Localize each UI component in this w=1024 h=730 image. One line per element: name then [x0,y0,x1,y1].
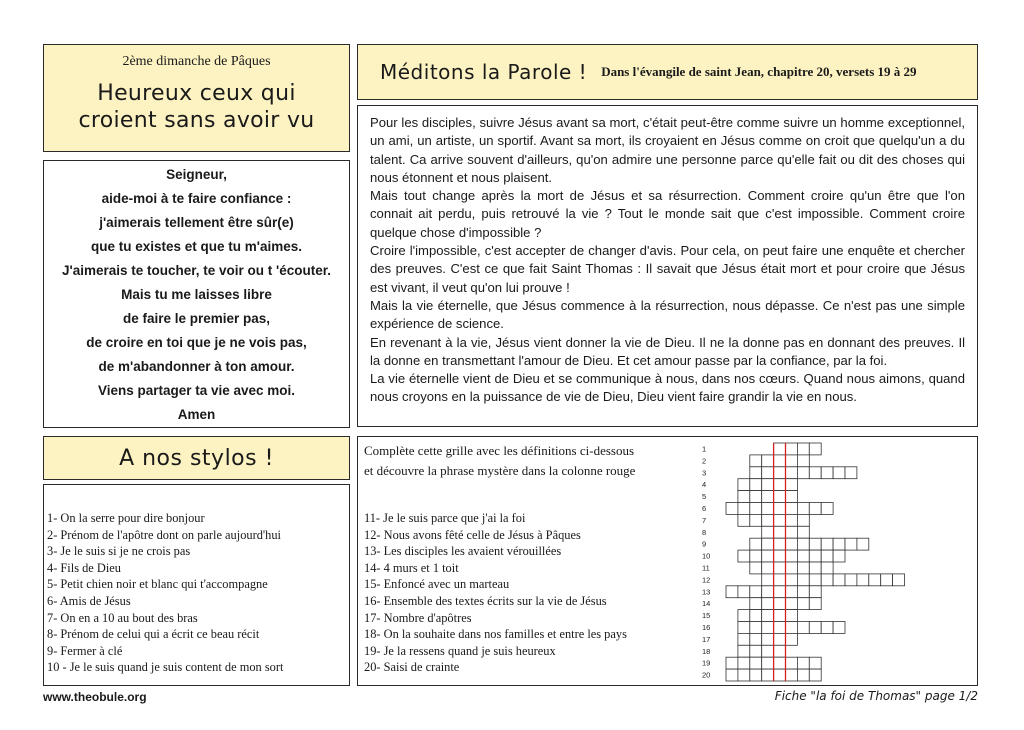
grid-cell[interactable] [797,467,809,479]
grid-cell[interactable] [786,491,798,503]
grid-cell[interactable] [738,633,750,645]
grid-cell[interactable] [738,491,750,503]
grid-cell[interactable] [809,538,821,550]
grid-cell[interactable] [845,467,857,479]
grid-cell[interactable] [738,479,750,491]
meditation-paragraph: Mais la vie éternelle, que Jésus commence à la résurrection, nous dépasse. Ce n'est pas une simple expérience de science. [370,297,965,332]
clue-item: 11- Je le suis parce que j'ai la foi [364,511,526,525]
grid-row-number: 2 [702,456,707,466]
grid-cell[interactable] [762,586,774,598]
grid-cell[interactable] [809,443,821,455]
grid-cell[interactable] [809,598,821,610]
grid-cell[interactable] [738,503,750,515]
grid-cell[interactable] [750,467,762,479]
prayer-line: Seigneur, [166,167,227,182]
grid-cell[interactable] [786,443,798,455]
meditation-header [357,44,978,100]
prayer-line: j'aimerais tellement être sûr(e) [99,215,294,230]
grid-cell-mystery[interactable] [774,455,786,467]
grid-cell[interactable] [726,503,738,515]
grid-cell[interactable] [797,586,809,598]
prayer-line: Mais tu me laisses libre [121,287,272,302]
grid-cell[interactable] [750,550,762,562]
grid-row-number: 6 [702,504,707,513]
grid-cell[interactable] [762,622,774,634]
grid-row-number: 7 [702,515,707,525]
grid-cell-mystery[interactable] [774,574,786,586]
clue-item: 8- Prénom de celui qui a écrit ce beau récit [47,627,260,642]
grid-cell[interactable] [797,598,809,610]
grid-cell[interactable] [797,562,809,574]
prayer-line: aide-moi à te faire confiance : [101,191,292,206]
grid-cell[interactable] [809,657,821,669]
prayer-line: J'aimerais te toucher, te voir ou t 'écouter. [61,263,331,278]
grid-cell[interactable] [786,503,798,515]
clue-item: 20- Saisi de crainte [364,660,460,675]
grid-cell-mystery[interactable] [774,443,786,455]
grid-cell[interactable] [857,538,869,550]
grid-row-number: 18 [702,646,711,656]
prayer-line: de croire en toi que je ne vois pas, [86,335,307,350]
grid-cell-mystery[interactable] [774,526,786,538]
grid-row-number: 4 [702,480,707,490]
grid-cell[interactable] [738,622,750,634]
grid-cell[interactable] [797,550,809,562]
grid-cell[interactable] [797,443,809,455]
grid-row-number: 19 [702,658,711,668]
grid-cell[interactable] [750,562,762,574]
page-subtitle: 2ème dimanche de Pâques [122,54,271,69]
grid-cell-mystery[interactable] [774,610,786,622]
clue-item: 5- Petit chien noir et blanc qui t'accompagne [47,577,268,592]
grid-cell[interactable] [797,526,809,538]
grid-cell[interactable] [762,479,774,491]
grid-cell[interactable] [833,550,845,562]
grid-row-number: 20 [702,670,711,680]
grid-row-number: 1 [702,444,707,454]
grid-cell[interactable] [762,538,774,550]
grid-cell[interactable] [786,622,798,634]
grid-cell[interactable] [797,574,809,586]
meditation-paragraph: Pour les disciples, suivre Jésus avant sa mort, c'était peut-être comme suivre un homme exceptionnel, un ami, un artiste, un sportif. Avant sa mort, ils croyaient en Jésus comme on croit que quelqu'un a du talent. Ca arrive souvent d'ailleurs, qu'on admire une personne parce qu'elle fait ou dit des choses qui nous étonnent et nous plaisent. [370,115,965,185]
grid-cell[interactable] [821,538,833,550]
clues-list-right [364,510,694,676]
grid-cell[interactable] [893,574,905,586]
grid-cell[interactable] [762,491,774,503]
footer-page: Fiche "la foi de Thomas" page 1/2 [774,689,978,703]
grid-cell[interactable] [821,550,833,562]
grid-cell[interactable] [738,645,750,657]
grid-row-number: 14 [702,599,711,609]
grid-cell[interactable] [797,657,809,669]
grid-cell[interactable] [786,633,798,645]
grid-cell[interactable] [726,586,738,598]
grid-cell[interactable] [786,574,798,586]
grid-cell[interactable] [857,574,869,586]
grid-cell[interactable] [833,574,845,586]
grid-cell[interactable] [750,491,762,503]
clue-item: 3- Je le suis si je ne crois pas [47,544,191,559]
grid-cell[interactable] [786,562,798,574]
clues-list-left [47,510,347,676]
grid-cell[interactable] [738,550,750,562]
grid-cell[interactable] [750,610,762,622]
title-box [43,44,350,152]
grid-cell[interactable] [786,610,798,622]
grid-cell[interactable] [738,669,750,681]
grid-cell[interactable] [750,503,762,515]
grid-cell[interactable] [821,622,833,634]
grid-cell[interactable] [762,657,774,669]
prayer-line: que tu existes et que tu m'aimes. [90,239,303,254]
grid-row-number: 11 [702,563,710,573]
grid-cell[interactable] [738,610,750,622]
grid-cell[interactable] [750,622,762,634]
grid-cell-mystery[interactable] [774,550,786,562]
grid-cell[interactable] [881,574,893,586]
grid-cell[interactable] [750,645,762,657]
grid-cell[interactable] [750,538,762,550]
meditation-paragraph: La vie éternelle vient de Dieu et se communique à nous, dans nos cœurs. Quand nous aimons, quand nous croyons en la puissance de vie de Dieu, Dieu vient faire grandir la vie en nous. [370,371,965,405]
grid-cell[interactable] [762,562,774,574]
grid-cell[interactable] [797,514,809,526]
grid-cell[interactable] [786,586,798,598]
grid-cell[interactable] [809,586,821,598]
instruction-line-1: Complète cette grille avec les définitions ci-dessous [364,443,635,458]
grid-cell[interactable] [833,622,845,634]
grid-cell[interactable] [797,455,809,467]
clue-item: 16- Ensemble des textes écrits sur la vie de Jésus [364,593,607,608]
prayer-line: Viens partager ta vie avec moi. [97,383,296,398]
clue-item: 19- Je la ressens quand je suis heureux [364,643,556,658]
grid-cell[interactable] [786,550,798,562]
grid-row-number: 15 [702,611,711,621]
grid-cell[interactable] [750,479,762,491]
grid-cell-mystery[interactable] [774,503,786,515]
grid-cell[interactable] [809,467,821,479]
crossword-grid[interactable] [696,440,976,684]
crossword-instructions [364,441,694,481]
footer-site: www.theobule.org [43,690,147,704]
page-title [44,80,349,134]
grid-cell[interactable] [797,503,809,515]
grid-cell[interactable] [821,562,833,574]
meditation-paragraph: Croire l'impossible, c'est accepter de changer d'avis. Pour cela, on peut faire une enquête et chercher des preuves. C'est ce que fait Saint Thomas : Il savait que Jésus était mort et pour croire que Jésus est vivant, il veut qu'on lui prouve ! [370,243,965,295]
grid-cell[interactable] [750,598,762,610]
grid-row-number: 5 [702,492,707,502]
grid-cell-mystery[interactable] [774,645,786,657]
grid-cell[interactable] [750,514,762,526]
clue-item: 15- Enfoncé avec un marteau [364,577,510,592]
grid-cell[interactable] [809,550,821,562]
grid-cell[interactable] [786,467,798,479]
grid-cell-mystery[interactable] [774,538,786,550]
clue-item: 17- Nombre d'apôtres [364,610,472,625]
grid-cell-mystery[interactable] [774,562,786,574]
meditation-text [357,105,978,427]
grid-cell[interactable] [762,610,774,622]
grid-cell-mystery[interactable] [774,598,786,610]
grid-cell[interactable] [809,574,821,586]
grid-cell[interactable] [797,538,809,550]
grid-cell[interactable] [833,538,845,550]
grid-cell[interactable] [845,538,857,550]
prayer-line: de m'abandonner à ton amour. [98,359,295,374]
grid-cell-mystery[interactable] [774,467,786,479]
grid-cell-mystery[interactable] [774,669,786,681]
grid-cell[interactable] [821,574,833,586]
grid-cell[interactable] [869,574,881,586]
grid-cell[interactable] [762,467,774,479]
clue-item: 7- On en a 10 au bout des bras [47,610,198,625]
grid-cell[interactable] [738,586,750,598]
grid-cell[interactable] [726,669,738,681]
grid-cell[interactable] [738,514,750,526]
grid-cell[interactable] [762,669,774,681]
grid-cell[interactable] [762,503,774,515]
grid-cell[interactable] [762,526,774,538]
grid-cell[interactable] [797,622,809,634]
prayer-line: Amen [177,407,216,422]
grid-cell[interactable] [786,514,798,526]
grid-cell[interactable] [750,633,762,645]
clue-item: 10 - Je le suis quand je suis content de mon sort [47,660,284,675]
grid-cell[interactable] [797,669,809,681]
grid-cell[interactable] [762,455,774,467]
clue-item: 2- Prénom de l'apôtre dont on parle aujourd'hui [47,527,281,542]
meditation-reference: Dans l'évangile de saint Jean, chapitre 20, versets 19 à 29 [601,64,917,79]
grid-cell[interactable] [786,657,798,669]
meditation-title: Méditons la Parole ! [380,60,588,84]
grid-cell-mystery[interactable] [774,633,786,645]
clue-item: 14- 4 murs et 1 toit [364,560,459,575]
instruction-line-2: et découvre la phrase mystère dans la colonne rouge [364,463,636,478]
grid-row-number: 13 [702,587,711,597]
meditation-paragraph: En revenant à la vie, Jésus vient donner la vie de Dieu. Il ne la donne pas en donnant des preuves. Il la donne en transmettant l'amour de Dieu. Et cet amour passe par la confiance, par la foi. [370,334,965,368]
grid-cell[interactable] [786,479,798,491]
grid-cell-mystery[interactable] [774,622,786,634]
grid-cell-mystery[interactable] [774,514,786,526]
grid-row-number: 10 [702,551,711,561]
grid-cell-mystery[interactable] [774,479,786,491]
prayer-box [43,160,350,428]
grid-cell[interactable] [762,633,774,645]
grid-cell[interactable] [809,503,821,515]
grid-cell-mystery[interactable] [774,657,786,669]
grid-cell[interactable] [750,586,762,598]
grid-row-number: 9 [702,539,707,549]
clue-item: 9- Fermer à clé [47,643,123,658]
grid-cell[interactable] [786,538,798,550]
clue-item: 6- Amis de Jésus [47,593,131,608]
meditation-paragraph: Mais tout change après la mort de Jésus et sa résurrection. Comment croire qu'un être que l'on connait ait perdu, puis retrouvé la vie ? Tout le monde sait que c'est impossible. Comment croire quelque chose d'impossible ? [370,188,965,240]
grid-cell[interactable] [750,669,762,681]
grid-cell[interactable] [738,657,750,669]
grid-cell[interactable] [726,657,738,669]
grid-cell[interactable] [786,598,798,610]
prayer-line: de faire le premier pas, [122,311,271,326]
clue-item: 1- On la serre pour dire bonjour [47,511,205,525]
grid-cell[interactable] [786,669,798,681]
grid-cell[interactable] [762,645,774,657]
title-line-1: Heureux ceux qui [97,81,296,106]
grid-cell[interactable] [833,467,845,479]
grid-row-number: 12 [702,575,711,585]
grid-cell[interactable] [845,574,857,586]
grid-row-number: 3 [702,468,707,478]
grid-cell[interactable] [809,562,821,574]
clue-item: 4- Fils de Dieu [47,560,121,575]
grid-cell[interactable] [762,514,774,526]
clue-item: 12- Nous avons fêté celle de Jésus à Pâques [364,527,581,542]
title-line-2: croient sans avoir vu [78,108,315,133]
grid-cell[interactable] [821,467,833,479]
grid-cell[interactable] [786,526,798,538]
grid-cell[interactable] [821,503,833,515]
grid-cell[interactable] [750,455,762,467]
grid-cell[interactable] [750,657,762,669]
grid-cell-mystery[interactable] [774,491,786,503]
grid-row-number: 17 [702,634,711,644]
grid-cell[interactable] [809,669,821,681]
grid-cell[interactable] [762,598,774,610]
activity-title: A nos stylos ! [43,436,350,480]
grid-cell[interactable] [762,574,774,586]
grid-cell-mystery[interactable] [774,586,786,598]
grid-cell[interactable] [786,455,798,467]
clue-item: 13- Les disciples les avaient vérouillées [364,544,562,559]
grid-cell[interactable] [762,550,774,562]
grid-row-number: 16 [702,623,711,632]
grid-cell[interactable] [809,622,821,634]
grid-row-number: 8 [702,527,707,537]
clue-item: 18- On la souhaite dans nos familles et entre les pays [364,627,627,642]
